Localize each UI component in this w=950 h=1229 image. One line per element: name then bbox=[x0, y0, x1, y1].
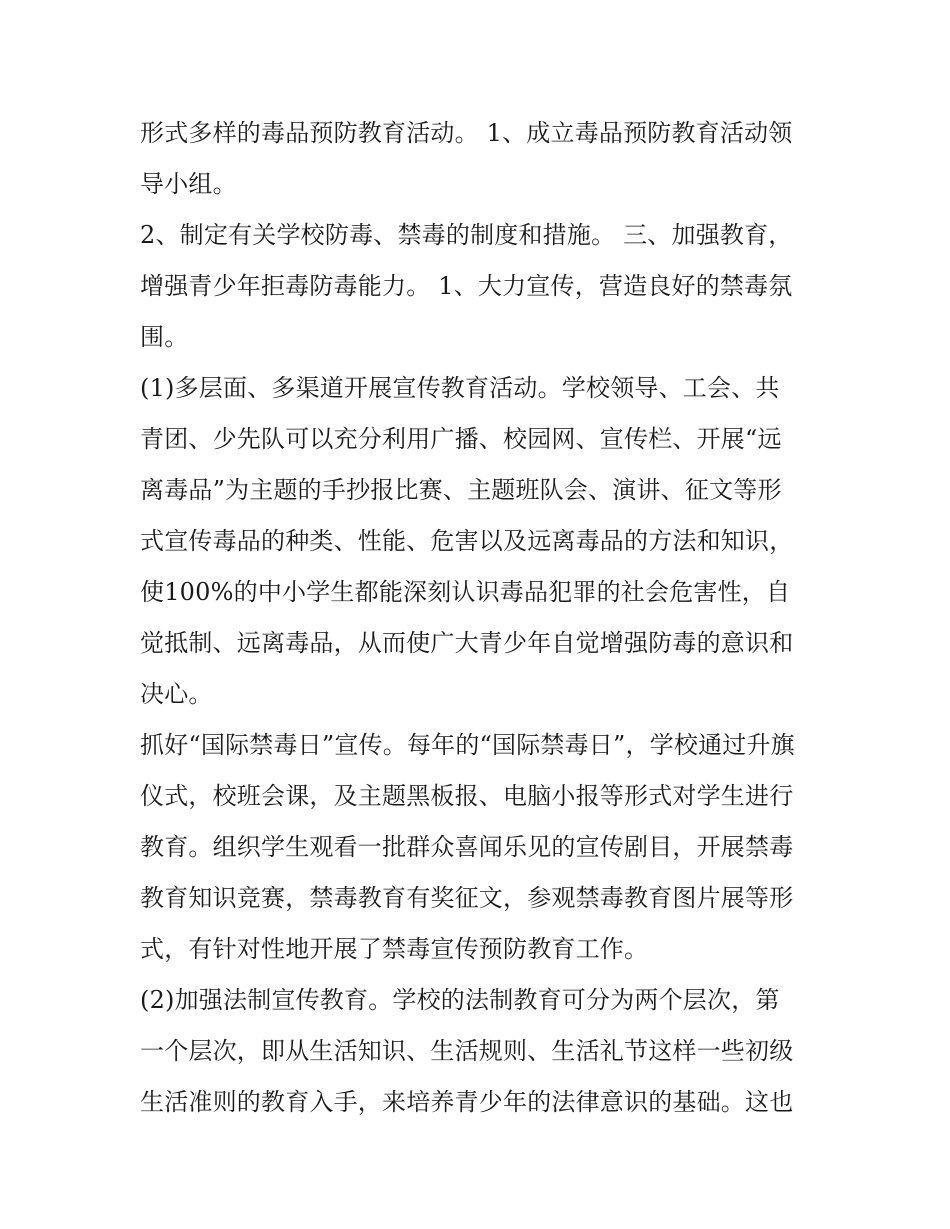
text-line: 觉抵制、远离毒品，从而使广大青少年自觉增强防毒的意识和 bbox=[140, 629, 794, 657]
text-line: 形式多样的毒品预防教育活动。 1、成立毒品预防教育活动领 bbox=[140, 119, 793, 147]
text-line: 式宣传毒品的种类、性能、危害以及远离毒品的方法和知识， bbox=[140, 527, 794, 555]
paragraph-5 bbox=[140, 975, 812, 1128]
paragraph-1 bbox=[140, 108, 812, 210]
text-line: 离毒品”为主题的手抄报比赛、主题班队会、演讲、征文等形 bbox=[140, 476, 782, 504]
text-line: 导小组。 bbox=[140, 170, 237, 198]
text-line: (1)多层面、多渠道开展宣传教育活动。学校领导、工会、共 bbox=[140, 374, 780, 402]
text-line: 围。 bbox=[140, 323, 189, 351]
text-line: 使100%的中小学生都能深刻认识毒品犯罪的社会危害性，自 bbox=[140, 578, 791, 606]
text-line: 生活准则的教育入手，来培养青少年的法律意识的基础。这也 bbox=[140, 1088, 794, 1116]
text-line: 式，有针对性地开展了禁毒宣传预防教育工作。 bbox=[140, 935, 649, 963]
paragraph-2 bbox=[140, 210, 812, 363]
text-line: 青团、少先队可以充分利用广播、校园网、宣传栏、开展“远 bbox=[140, 425, 782, 453]
text-line: 增强青少年拒毒防毒能力。 1、大力宣传，营造良好的禁毒氛 bbox=[140, 272, 793, 300]
text-line: 教育知识竞赛，禁毒教育有奖征文，参观禁毒教育图片展等形 bbox=[140, 884, 794, 912]
paragraph-3 bbox=[140, 363, 812, 720]
text-line: 2、制定有关学校防毒、禁毒的制度和措施。 三、加强教育， bbox=[140, 221, 793, 249]
text-line: 仪式，校班会课，及主题黑板报、电脑小报等形式对学生进行 bbox=[140, 782, 794, 810]
document-body bbox=[140, 108, 812, 1128]
text-line: 抓好“国际禁毒日”宣传。每年的“国际禁毒日”，学校通过升旗 bbox=[140, 731, 795, 759]
text-line: 教育。组织学生观看一批群众喜闻乐见的宣传剧目，开展禁毒 bbox=[140, 833, 794, 861]
text-line: (2)加强法制宣传教育。学校的法制教育可分为两个层次，第 bbox=[140, 986, 780, 1014]
text-line: 决心。 bbox=[140, 680, 213, 708]
text-line: 一个层次，即从生活知识、生活规则、生活礼节这样一些初级 bbox=[140, 1037, 794, 1065]
paragraph-4 bbox=[140, 720, 812, 975]
